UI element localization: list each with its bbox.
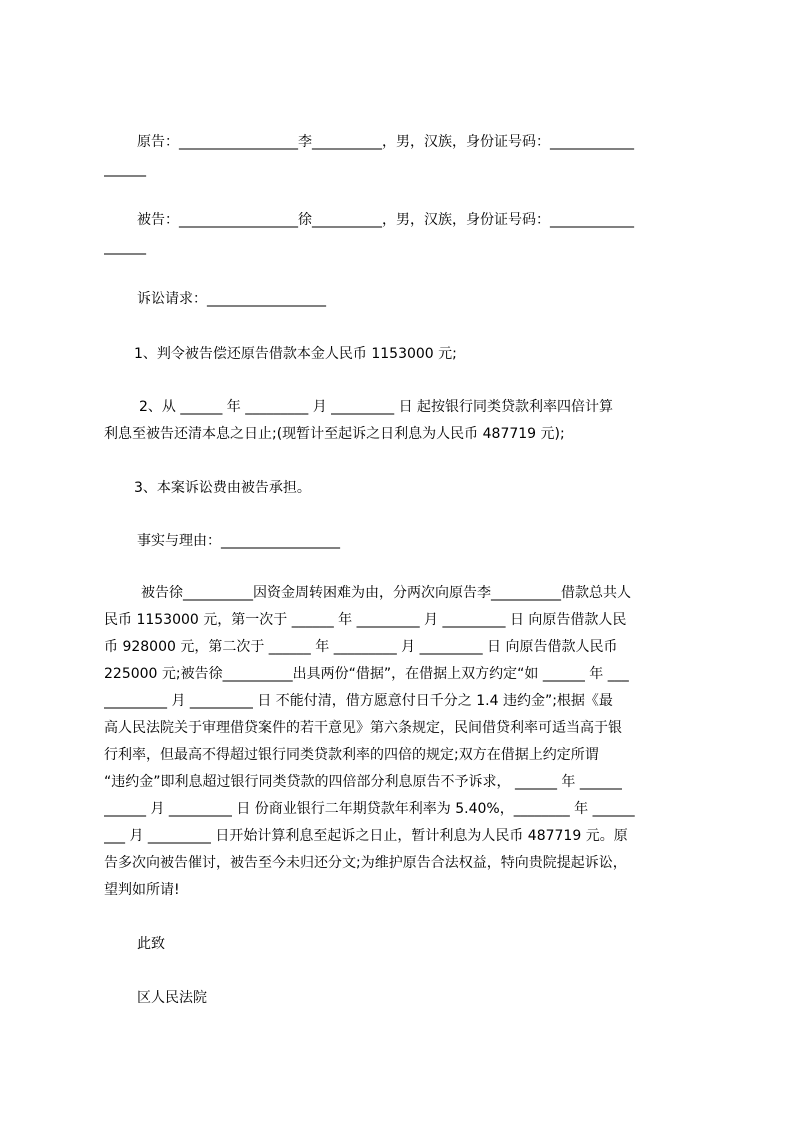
facts-paragraph-line: 望判如所请! <box>104 882 180 898</box>
claim-item-1: 1、判令被告偿还原告借款本金人民币 1153000 元; <box>134 346 457 362</box>
facts-paragraph-line: “违约金”即利息超过银行同类贷款的四倍部分利息原告不予诉求， ______ 年 ______ <box>104 774 622 790</box>
closing-salutation: 此致 <box>137 936 165 952</box>
court-name: 区人民法院 <box>137 990 207 1006</box>
claim-item-3: 3、本案诉讼费由被告承担。 <box>134 480 311 496</box>
facts-paragraph-line: 告多次向被告催讨，被告至今未归还分文;为维护原告合法权益，特向贵院提起诉讼， <box>104 855 627 871</box>
facts-paragraph-line: 行利率，但最高不得超过银行同类贷款利率的四倍的规定;双方在借据上约定所谓 <box>104 747 599 763</box>
claim-item-2: 2、从 ______ 年 _________ 月 _________ 日 起按银行同类贷款利率四倍计算 <box>139 399 614 415</box>
facts-paragraph-line: 高人民法院关于审理借贷案件的若干意见》第六条规定，民间借贷利率可适当高于银 <box>104 720 622 736</box>
facts-paragraph-line: ___ 月 _________ 日开始计算利息至起诉之日止，暂计利息为人民币 487719 元。原 <box>104 828 628 844</box>
facts-heading: 事实与理由：_________________ <box>137 533 340 549</box>
defendant-line-continued: ______ <box>104 239 146 255</box>
plaintiff-line: 原告：_________________李__________，男，汉族，身份证号码：____________ <box>137 134 634 150</box>
defendant-line: 被告：_________________徐__________，男，汉族，身份证号码：____________ <box>137 212 634 228</box>
facts-paragraph-line: 被告徐__________因资金周转困难为由，分两次向原告李__________借款总共人 <box>141 585 631 601</box>
facts-paragraph-line: 民币 1153000 元，第一次于 ______ 年 _________ 月 _________ 日 向原告借款人民 <box>104 612 627 628</box>
facts-paragraph-line: 225000 元;被告徐__________出具两份“借据”，在借据上双方约定“如 ______ 年 ___ <box>104 666 629 682</box>
facts-paragraph-line: 币 928000 元，第二次于 ______ 年 _________ 月 _________ 日 向原告借款人民币 <box>104 639 618 655</box>
facts-paragraph-line: ______ 月 _________ 日 份商业银行二年期贷款年利率为 5.40%，________ 年 ______ <box>104 801 635 817</box>
facts-paragraph-line: _________ 月 _________ 日 不能付清，借方愿意付日千分之 1.4 违约金”;根据《最 <box>104 693 613 709</box>
claims-heading: 诉讼请求：_________________ <box>137 291 326 307</box>
claim-item-2-continued: 利息至被告还清本息之日止;(现暂计至起诉之日利息为人民币 487719 元); <box>104 426 565 442</box>
plaintiff-line-continued: ______ <box>104 161 146 177</box>
